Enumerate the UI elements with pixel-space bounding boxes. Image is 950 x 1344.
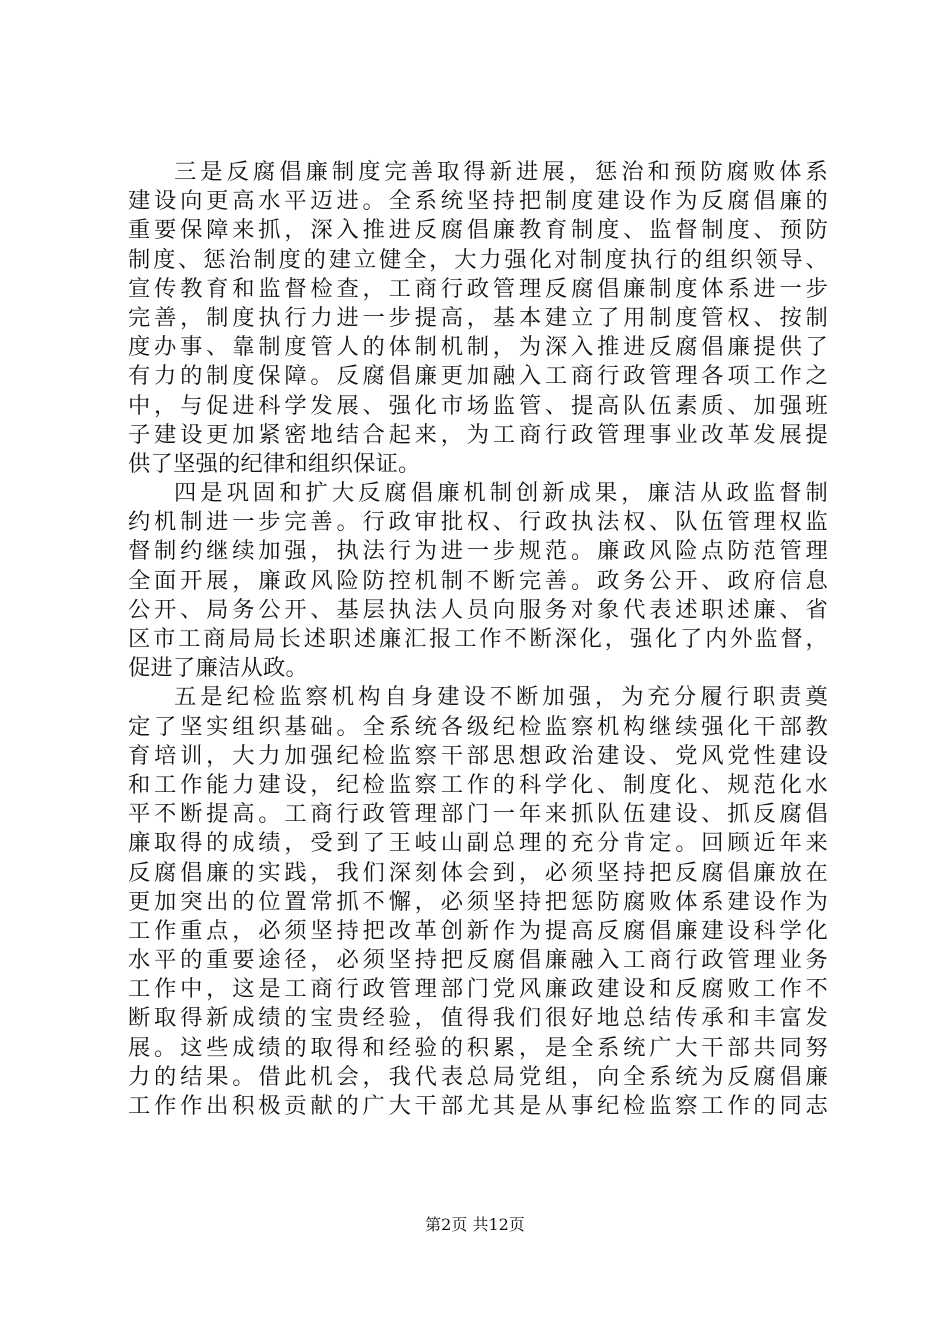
text-line: 区市工商局局长述职述廉汇报工作不断深化，强化了内外监督， (128, 626, 828, 652)
body-text (128, 158, 828, 1121)
text-line: 建设向更高水平迈进。全系统坚持把制度建设作为反腐倡廉的 (128, 188, 828, 215)
text-line: 中，与促进科学发展、强化市场监管、提高队伍素质、加强班 (128, 392, 828, 419)
text-line: 工作中，这是工商行政管理部门党风廉政建设和反腐败工作不 (128, 976, 828, 1003)
text-line: 力的结果。借此机会，我代表总局党组，向全系统为反腐倡廉 (128, 1063, 828, 1090)
text-line: 反腐倡廉的实践，我们深刻体会到，必须坚持把反腐倡廉放在 (128, 859, 828, 886)
text-line: 工作作出积极贡献的广大干部尤其是从事纪检监察工作的同志 (128, 1093, 828, 1119)
text-line: 供了坚强的纪律和组织保证。 (128, 450, 421, 477)
text-line: 约机制进一步完善。行政审批权、行政执法权、队伍管理权监 (128, 509, 828, 536)
text-line: 全面开展，廉政风险防控机制不断完善。政务公开、政府信息 (128, 567, 828, 594)
text-line: 定了坚实组织基础。全系统各级纪检监察机构继续强化干部教 (128, 713, 828, 740)
text-line: 育培训，大力加强纪检监察干部思想政治建设、党风党性建设 (128, 742, 828, 769)
text-line: 廉取得的成绩，受到了王岐山副总理的充分肯定。回顾近年来 (128, 830, 828, 857)
text-line: 督制约继续加强，执法行为进一步规范。廉政风险点防范管理 (128, 538, 828, 565)
text-line: 完善，制度执行力进一步提高，基本建立了用制度管权、按制 (128, 304, 828, 331)
text-line: 四是巩固和扩大反腐倡廉机制创新成果，廉洁从政监督制 (174, 480, 828, 507)
text-line: 公开、局务公开、基层执法人员向服务对象代表述职述廉、省 (128, 596, 828, 623)
text-line: 和工作能力建设，纪检监察工作的科学化、制度化、规范化水 (128, 771, 828, 798)
text-line: 五是纪检监察机构自身建设不断加强，为充分履行职责奠 (174, 684, 828, 711)
text-line: 更加突出的位置常抓不懈，必须坚持把惩防腐败体系建设作为 (128, 888, 828, 915)
text-line: 重要保障来抓，深入推进反腐倡廉教育制度、监督制度、预防 (128, 217, 828, 244)
text-line: 有力的制度保障。反腐倡廉更加融入工商行政管理各项工作之 (128, 363, 828, 390)
text-line: 制度、惩治制度的建立健全，大力强化对制度执行的组织领导、 (128, 246, 828, 273)
text-line: 平不断提高。工商行政管理部门一年来抓队伍建设、抓反腐倡 (128, 801, 828, 828)
text-line: 三是反腐倡廉制度完善取得新进展，惩治和预防腐败体系 (174, 159, 828, 185)
text-line: 断取得新成绩的宝贵经验，值得我们很好地总结传承和丰富发 (128, 1005, 828, 1032)
text-line: 度办事、靠制度管人的体制机制，为深入推进反腐倡廉提供了 (128, 334, 828, 361)
text-line: 工作重点，必须坚持把改革创新作为提高反腐倡廉建设科学化 (128, 917, 828, 944)
page-footer: 第2页 共12页 (425, 1215, 525, 1234)
text-line: 子建设更加紧密地结合起来，为工商行政管理事业改革发展提 (128, 421, 828, 448)
text-line: 水平的重要途径，必须坚持把反腐倡廉融入工商行政管理业务 (128, 947, 828, 974)
text-line: 宣传教育和监督检查，工商行政管理反腐倡廉制度体系进一步 (128, 275, 828, 302)
text-line: 展。这些成绩的取得和经验的积累，是全系统广大干部共同努 (128, 1034, 828, 1061)
text-line: 促进了廉洁从政。 (128, 655, 308, 682)
